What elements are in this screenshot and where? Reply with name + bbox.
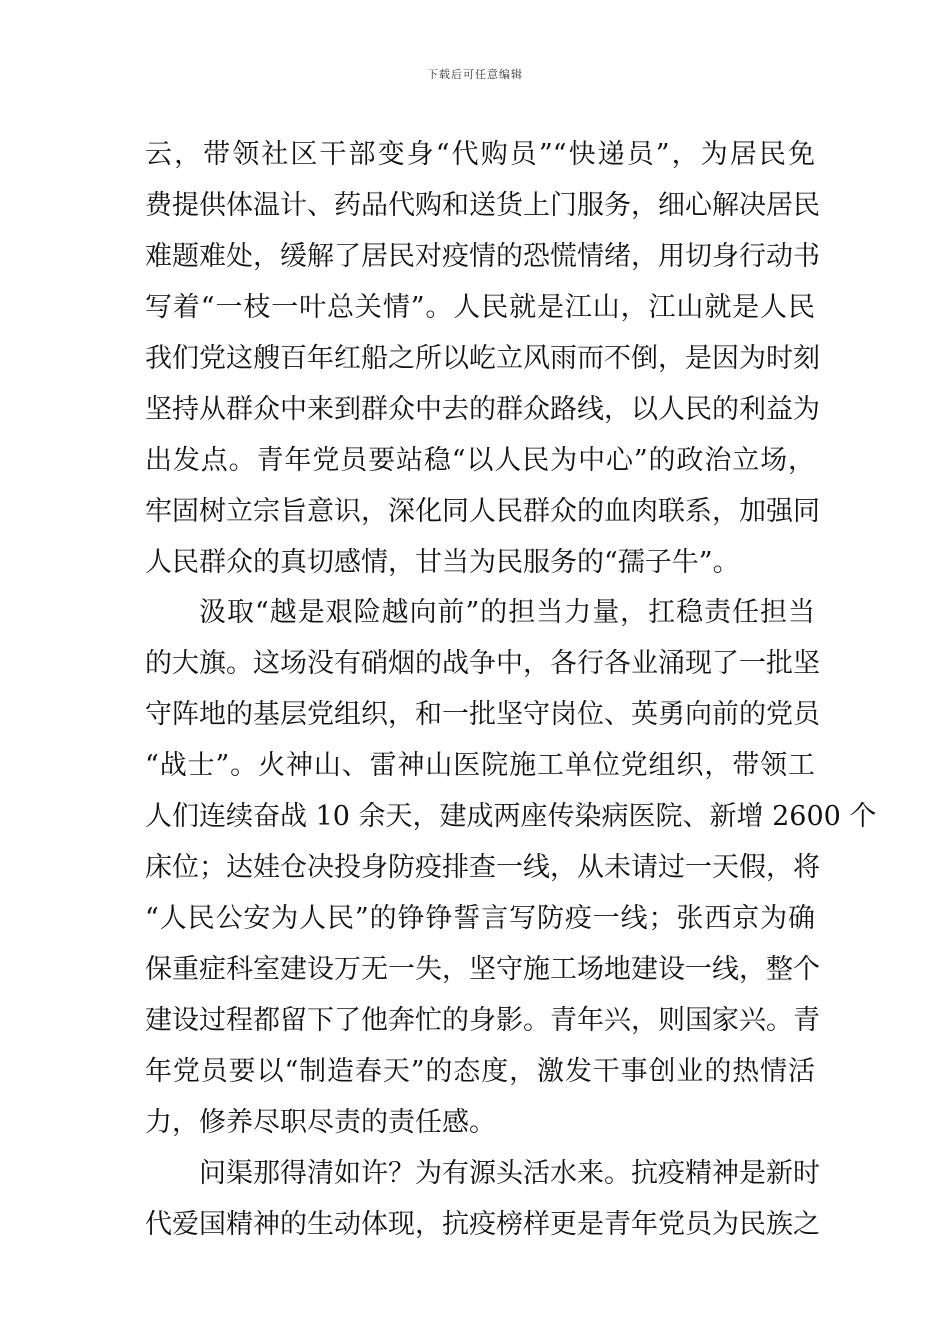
text-line: 保重症科室建设万无一失，坚守施工场地建设一线，整个: [145, 954, 820, 985]
text-line: 的大旗。这场没有硝烟的战争中，各行各业涌现了一批坚: [145, 648, 820, 679]
text-line: 写着“一枝一叶总关情”。人民就是江山，江山就是人民: [145, 292, 815, 323]
text-line: 人们连续奋战 10 余天，建成两座传染病医院、新增 2600 个: [145, 801, 877, 832]
text-line: 代爱国精神的生动体现，抗疫榜样更是青年党员为民族之: [145, 1209, 820, 1240]
text-line: “人民公安为人民”的铮铮誓言写防疫一线；张西京为确: [145, 903, 815, 934]
text-line: 年党员要以“制造春天”的态度，激发干事创业的热情活: [145, 1056, 815, 1087]
text-line: “战士”。火神山、雷神山医院施工单位党组织，带领工: [145, 750, 815, 781]
text-line: 建设过程都留下了他奔忙的身影。青年兴，则国家兴。青: [145, 1005, 820, 1036]
text-line: 坚持从群众中来到群众中去的群众路线，以人民的利益为: [145, 394, 820, 425]
paragraph-first-line: 问渠那得清如许？为有源头活水来。抗疫精神是新时: [199, 1158, 820, 1189]
page-header: 下载后可任意编辑: [427, 68, 523, 81]
text-line: 云，带领社区干部变身“代购员”“快递员”，为居民免: [145, 139, 815, 170]
text-line: 守阵地的基层党组织，和一批坚守岗位、英勇向前的党员: [145, 699, 820, 730]
text-line: 难题难处，缓解了居民对疫情的恐慌情绪，用切身行动书: [145, 241, 820, 272]
text-line: 出发点。青年党员要站稳“以人民为中心”的政治立场，: [145, 445, 815, 476]
text-line: 床位；达娃仓决投身防疫排查一线，从未请过一天假，将: [145, 852, 820, 883]
text-line: 牢固树立宗旨意识，深化同人民群众的血肉联系，加强同: [145, 496, 820, 527]
text-line: 人民群众的真切感情，甘当为民服务的“孺子牛”。: [145, 547, 740, 578]
text-line: 费提供体温计、药品代购和送货上门服务，细心解决居民: [145, 190, 820, 221]
text-line: 我们党这艘百年红船之所以屹立风雨而不倒，是因为时刻: [145, 343, 820, 374]
paragraph-first-line: 汲取“越是艰险越向前”的担当力量，扛稳责任担当: [199, 597, 815, 628]
text-line: 力，修养尽职尽责的责任感。: [145, 1107, 496, 1138]
